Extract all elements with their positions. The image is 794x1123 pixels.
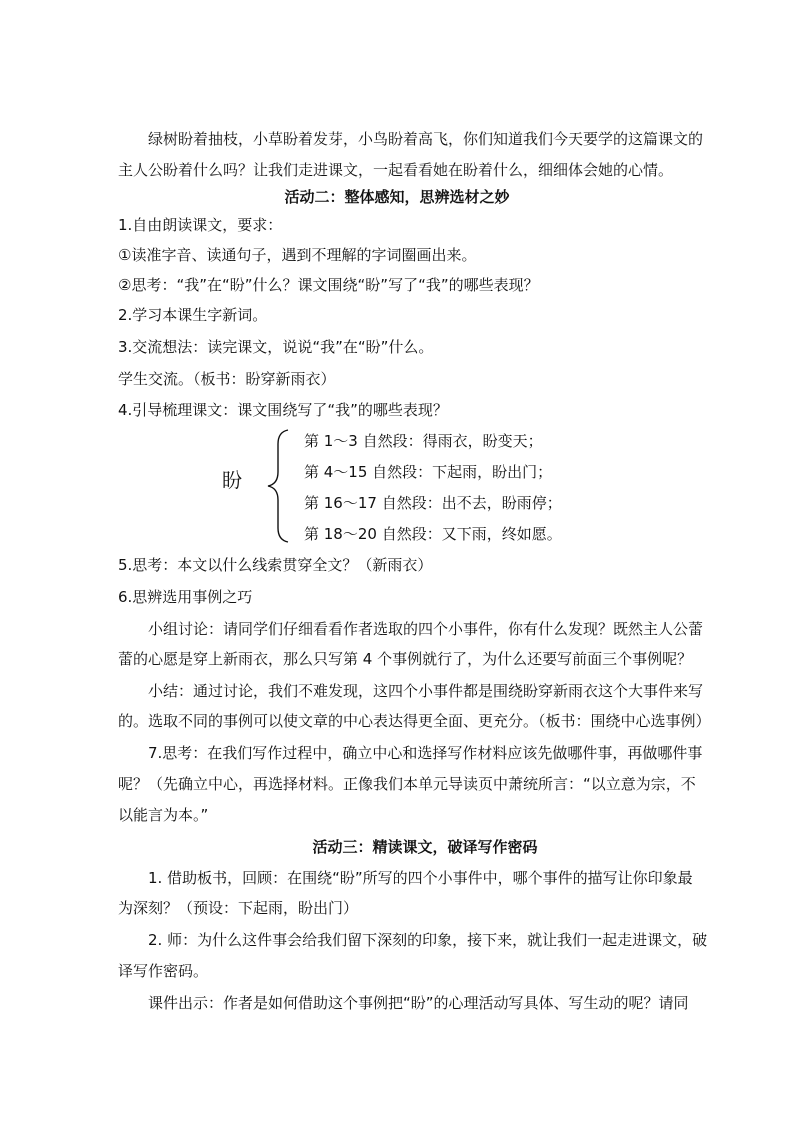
step-3: 3.交流想法：读完课文，说说“我”在“盼”什么。 — [118, 338, 434, 356]
section-heading-activity-3: 活动三：精读课文，破译写作密码 — [312, 838, 538, 856]
intro-line-1: 绿树盼着抽枝，小草盼着发芽，小鸟盼着高飞，你们知道我们今天要学的这篇课文的 — [148, 130, 704, 148]
section-heading-activity-2: 活动二：整体感知，思辨选材之妙 — [284, 188, 510, 206]
step-5: 5.思考：本文以什么线索贯穿全文？（新雨衣） — [118, 556, 433, 574]
courseware-prompt: 课件出示：作者是如何借助这个事例把“盼”的心理活动写具体、写生动的呢？请同 — [148, 994, 689, 1012]
brace-icon — [262, 428, 292, 544]
step-4: 4.引导梳理课文：课文围绕写了“我”的哪些表现？ — [118, 401, 448, 419]
step-6-summary-2: 的。选取不同的事例可以使文章的中心表达得更全面、更充分。（板书：围绕中心选事例） — [118, 712, 711, 730]
outline-root: 盼 — [222, 468, 242, 492]
outline-item: 第 18～20 自然段：又下雨，终如愿。 — [304, 525, 562, 543]
outline-item: 第 4～15 自然段：下起雨，盼出门； — [304, 463, 553, 481]
step-7-line-1: 7.思考：在我们写作过程中，确立中心和选择写作材料应该先做哪件事，再做哪件事 — [148, 744, 703, 762]
step-6-discussion-2: 蕾的心愿是穿上新雨衣，那么只写第 4 个事例就行了，为什么还要写前面三个事例呢？ — [118, 650, 693, 668]
outline-item: 第 16～17 自然段：出不去，盼雨停； — [304, 494, 562, 512]
task-1-line-2: 为深刻？（预设：下起雨，盼出门） — [118, 899, 359, 917]
step-1-requirement-b: ②思考：“我”在“盼”什么？课文围绕“盼”写了“我”的哪些表现？ — [118, 276, 539, 294]
outline-item: 第 1～3 自然段：得雨衣，盼变天； — [304, 432, 543, 450]
step-7-line-3: 以能言为本。” — [118, 806, 209, 824]
step-6: 6.思辨选用事例之巧 — [118, 588, 253, 606]
task-2-line-1: 2. 师：为什么这件事会给我们留下深刻的印象，接下来，就让我们一起走进课文，破 — [148, 931, 708, 949]
step-1-requirement-a: ①读准字音、读通句子，遇到不理解的字词圈画出来。 — [118, 246, 477, 264]
step-2: 2.学习本课生字新词。 — [118, 306, 268, 324]
step-3-note: 学生交流。（板书：盼穿新雨衣） — [118, 370, 336, 388]
step-6-summary-1: 小结：通过讨论，我们不难发现，这四个小事件都是围绕盼穿新雨衣这个大事件来写 — [148, 682, 704, 700]
step-1: 1.自由朗读课文，要求： — [118, 216, 283, 234]
step-7-line-2: 呢？（先确立中心，再选择材料。正像我们本单元导读页中萧统所言：“以立意为宗，不 — [118, 775, 696, 793]
step-6-discussion-1: 小组讨论：请同学们仔细看看作者选取的四个小事件，你有什么发现？既然主人公蕾 — [148, 620, 704, 638]
intro-line-2: 主人公盼着什么吗？让我们走进课文，一起看看她在盼着什么，细细体会她的心情。 — [118, 161, 674, 179]
task-2-line-2: 译写作密码。 — [118, 962, 209, 980]
task-1-line-1: 1. 借助板书，回顾：在围绕“盼”所写的四个小事件中，哪个事件的描写让你印象最 — [148, 869, 693, 887]
